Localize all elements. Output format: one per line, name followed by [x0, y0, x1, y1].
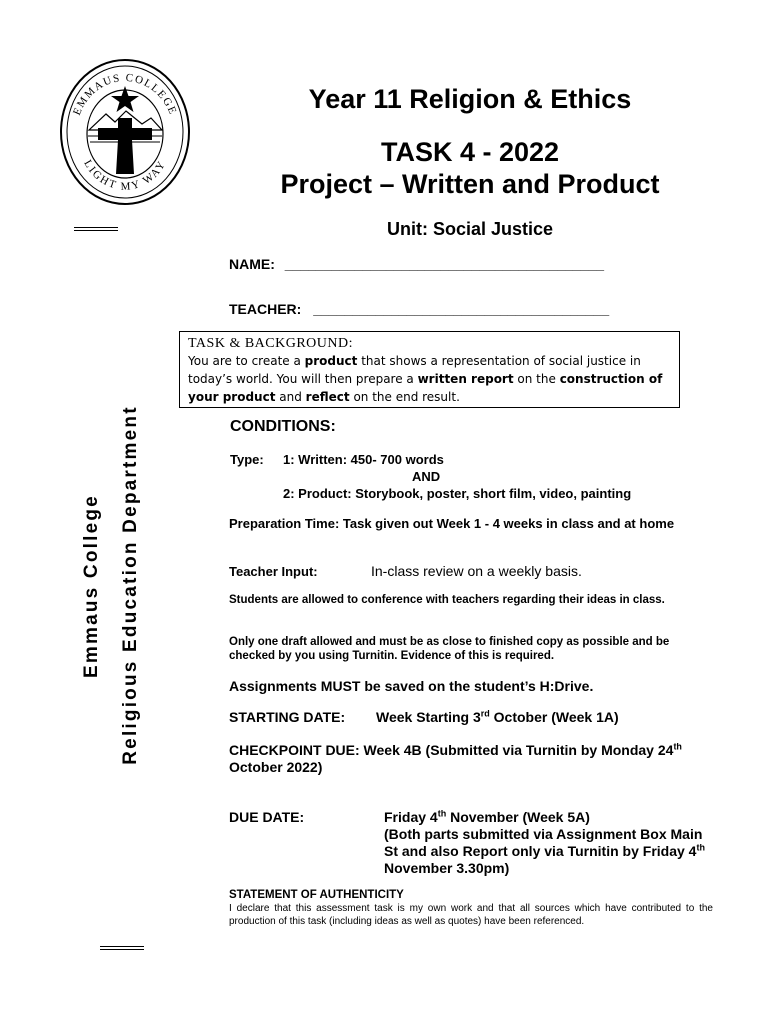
statement-text: I declare that this assessment task is my own work and that all sources which have contributed to the production of this task (including ideas as well as quotes) have been referenced.	[229, 903, 713, 927]
statement-heading: STATEMENT OF AUTHENTICITY	[229, 889, 404, 901]
due2-sup: th	[696, 842, 705, 853]
preparation-time: Preparation Time: Task given out Week 1 - 4 weeks in class and at home	[229, 516, 675, 531]
project-title: Project – Written and Product	[280, 169, 660, 199]
type-label: Type:	[230, 452, 264, 467]
name-line: _________________________________________	[284, 256, 605, 272]
due-date-label: DUE DATE:	[229, 809, 305, 825]
task-text-reflect: reflect	[305, 390, 350, 404]
teacher-input-label: Teacher Input:	[229, 564, 318, 579]
sidebar-department: Religious Education Department	[120, 405, 141, 765]
saved-note: Assignments MUST be saved on the student’s H:Drive.	[229, 678, 594, 694]
task-background-heading: TASK & BACKGROUND:	[188, 336, 354, 351]
task-background-box	[179, 331, 680, 408]
starting-date-sup: rd	[480, 708, 490, 719]
conditions-heading: CONDITIONS:	[230, 418, 336, 435]
teacher-input-value: In-class review on a weekly basis.	[371, 563, 582, 579]
task-title: TASK 4 - 2022	[380, 137, 560, 167]
checkpoint-pre: CHECKPOINT DUE: Week 4B (Submitted via Turnitin by Monday 24	[229, 742, 674, 758]
due2-post: November 3.30pm)	[384, 860, 510, 876]
checkpoint-due	[229, 742, 711, 776]
task-text-2: that shows a representation of social justice in today’s world. You will then prepare a	[188, 354, 641, 386]
name-field	[229, 256, 604, 272]
star-icon	[111, 86, 139, 112]
task-text-4: and	[275, 390, 306, 404]
task-text-product: product	[304, 354, 358, 368]
side-divider-bottom	[100, 946, 144, 950]
due2-text: (Both parts submitted via Assignment Box Main St and also Report only via Turnitin by Friday 4	[384, 826, 703, 859]
type-and: AND	[412, 469, 441, 484]
college-logo	[58, 56, 192, 208]
teacher-label: TEACHER:	[229, 301, 302, 317]
task-text-written-report: written report	[417, 372, 514, 386]
task-text-5: on the end result.	[349, 390, 460, 404]
task-text-construction: construction of your product	[188, 372, 663, 404]
side-divider-top	[74, 227, 118, 231]
due1-post: November (Week 5A)	[446, 809, 590, 825]
due1-pre: Friday 4	[384, 809, 438, 825]
teacher-field	[229, 301, 609, 317]
logo-bottom-text: LIGHT MY WAY	[81, 157, 169, 193]
logo-top-text: EMMAUS COLLEGE	[70, 71, 180, 118]
unit-title: Unit: Social Justice	[386, 219, 554, 239]
due-date-line-2	[384, 826, 714, 877]
type-product: 2: Product: Storybook, poster, short film, video, painting	[283, 486, 632, 501]
name-label: NAME:	[229, 256, 275, 272]
draft-note: Only one draft allowed and must be as close to finished copy as possible and be checked by you using Turnitin. Evidence of this is required.	[229, 636, 670, 662]
due-date-value	[384, 809, 714, 877]
checkpoint-sup: th	[673, 741, 682, 752]
starting-date-post: October (Week 1A)	[489, 709, 619, 725]
due1-sup: th	[437, 808, 447, 819]
type-written: 1: Written: 450- 700 words	[283, 452, 444, 467]
starting-date-pre: Week Starting 3	[376, 709, 481, 725]
starting-date-label: STARTING DATE:	[229, 709, 346, 725]
task-text-3: on the	[513, 372, 560, 386]
task-text-1: You are to create a	[188, 354, 305, 368]
checkpoint-post: October 2022)	[229, 759, 323, 775]
starting-date-value	[376, 709, 619, 726]
task-background-text	[188, 352, 671, 406]
conference-note: Students are allowed to conference with teachers regarding their ideas in class.	[229, 594, 665, 606]
teacher-line: ______________________________________	[313, 301, 610, 317]
due-date-line-1	[384, 809, 714, 826]
course-title: Year 11 Religion & Ethics	[308, 84, 632, 114]
sidebar-college: Emmaus College	[81, 494, 102, 678]
